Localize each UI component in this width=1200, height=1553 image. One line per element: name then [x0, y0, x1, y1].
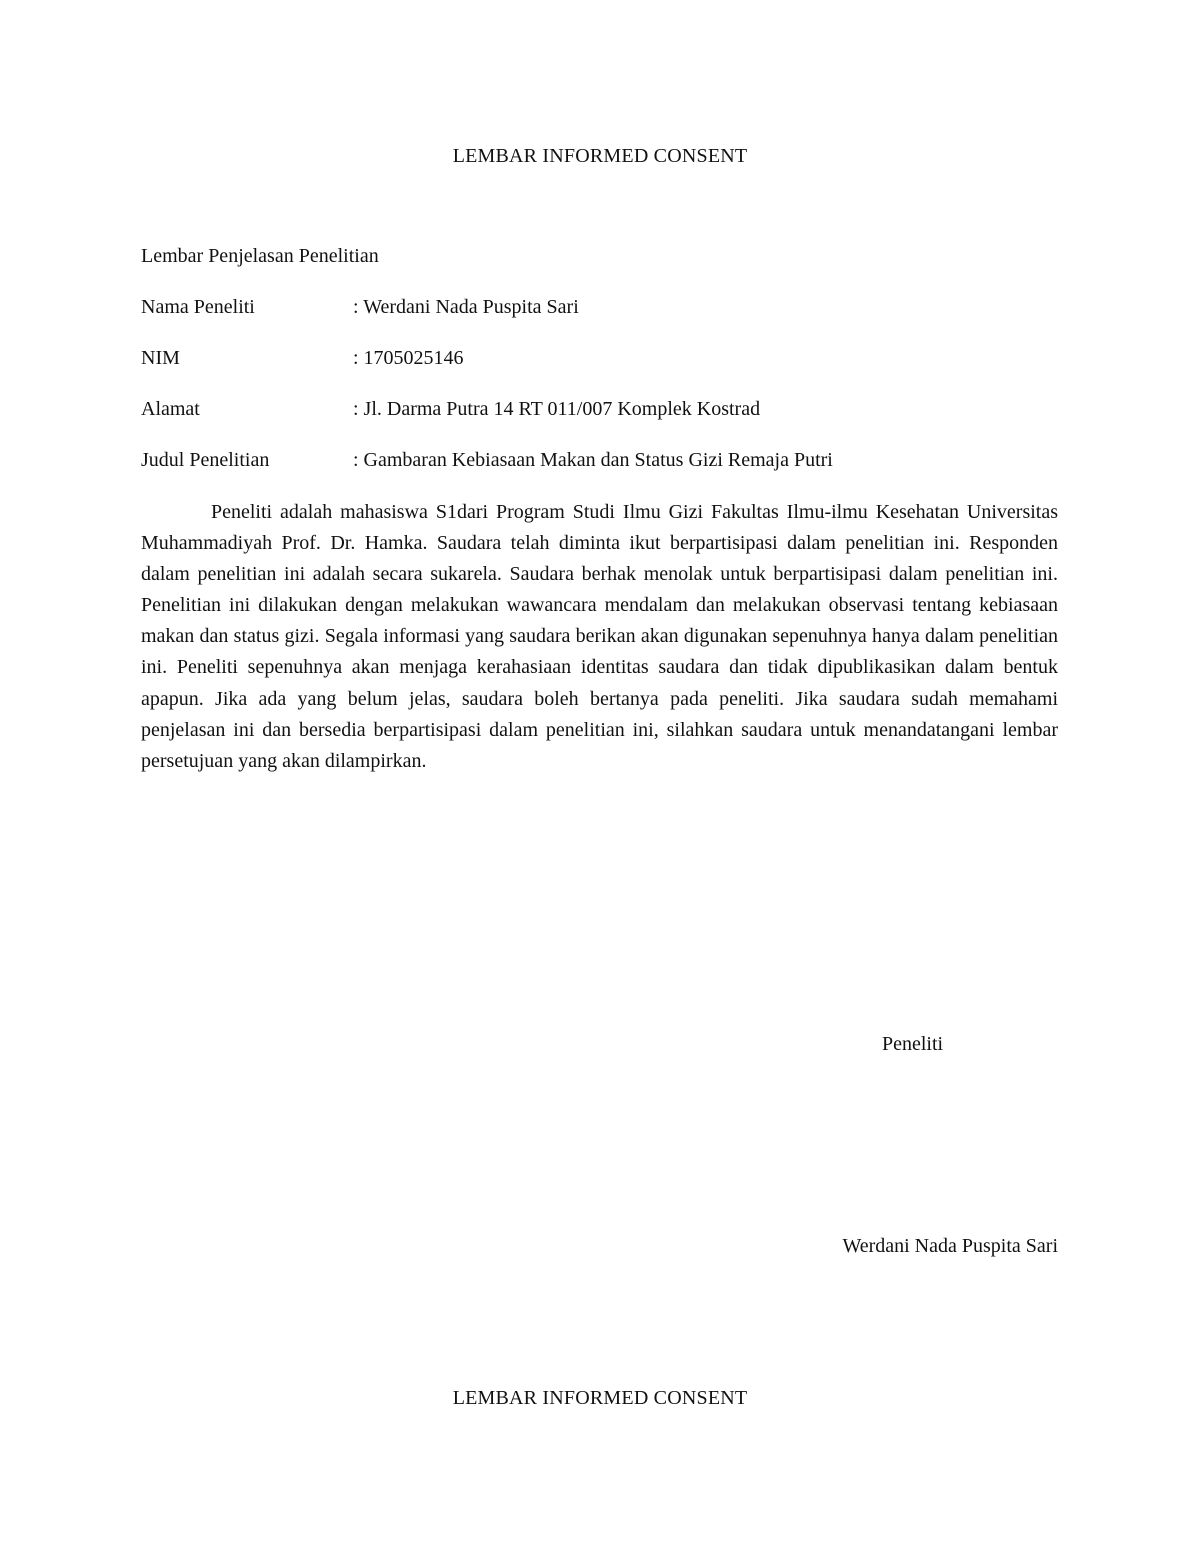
- section-heading: Lembar Penjelasan Penelitian: [141, 245, 379, 267]
- field-value: : Jl. Darma Putra 14 RT 011/007 Komplek Kostrad: [353, 398, 761, 420]
- next-page-title: LEMBAR INFORMED CONSENT: [452, 1387, 748, 1409]
- document-title: LEMBAR INFORMED CONSENT: [452, 145, 748, 167]
- field-value: : Gambaran Kebiasaan Makan dan Status Gizi Remaja Putri: [353, 449, 833, 471]
- signature-name: Werdani Nada Puspita Sari: [842, 1235, 1058, 1257]
- field-label: Judul Penelitian: [141, 449, 270, 471]
- signature-label: Peneliti: [882, 1033, 944, 1055]
- field-label: NIM: [141, 347, 180, 369]
- field-value: : Werdani Nada Puspita Sari: [353, 296, 579, 318]
- body-paragraph: Peneliti adalah mahasiswa S1dari Program Studi Ilmu Gizi Fakultas Ilmu-ilmu Kesehatan Universitas Muhammadiyah Prof. Dr. Hamka. Saudara telah diminta ikut berpartisipasi dalam penelitian ini. Responden dalam penelitian ini adalah secara sukarela. Saudara berhak menolak untuk berpartisipasi dalam penelitian ini. Penelitian ini dilakukan dengan melakukan wawancara mendalam dan melakukan observasi tentang kebiasaan makan dan status gizi. Segala informasi yang saudara berikan akan digunakan sepenuhnya hanya dalam penelitian ini. Peneliti sepenuhnya akan menjaga kerahasiaan identitas saudara dan tidak dipublikasikan dalam bentuk apapun. Jika ada yang belum jelas, saudara boleh bertanya pada peneliti. Jika saudara sudah memahami penjelasan ini dan bersedia berpartisipasi dalam penelitian ini, silahkan saudara untuk menandatangani lembar persetujuan yang akan dilampirkan.: [141, 501, 1058, 772]
- field-label: Alamat: [141, 398, 200, 420]
- field-label: Nama Peneliti: [141, 296, 255, 318]
- field-value: : 1705025146: [353, 347, 464, 369]
